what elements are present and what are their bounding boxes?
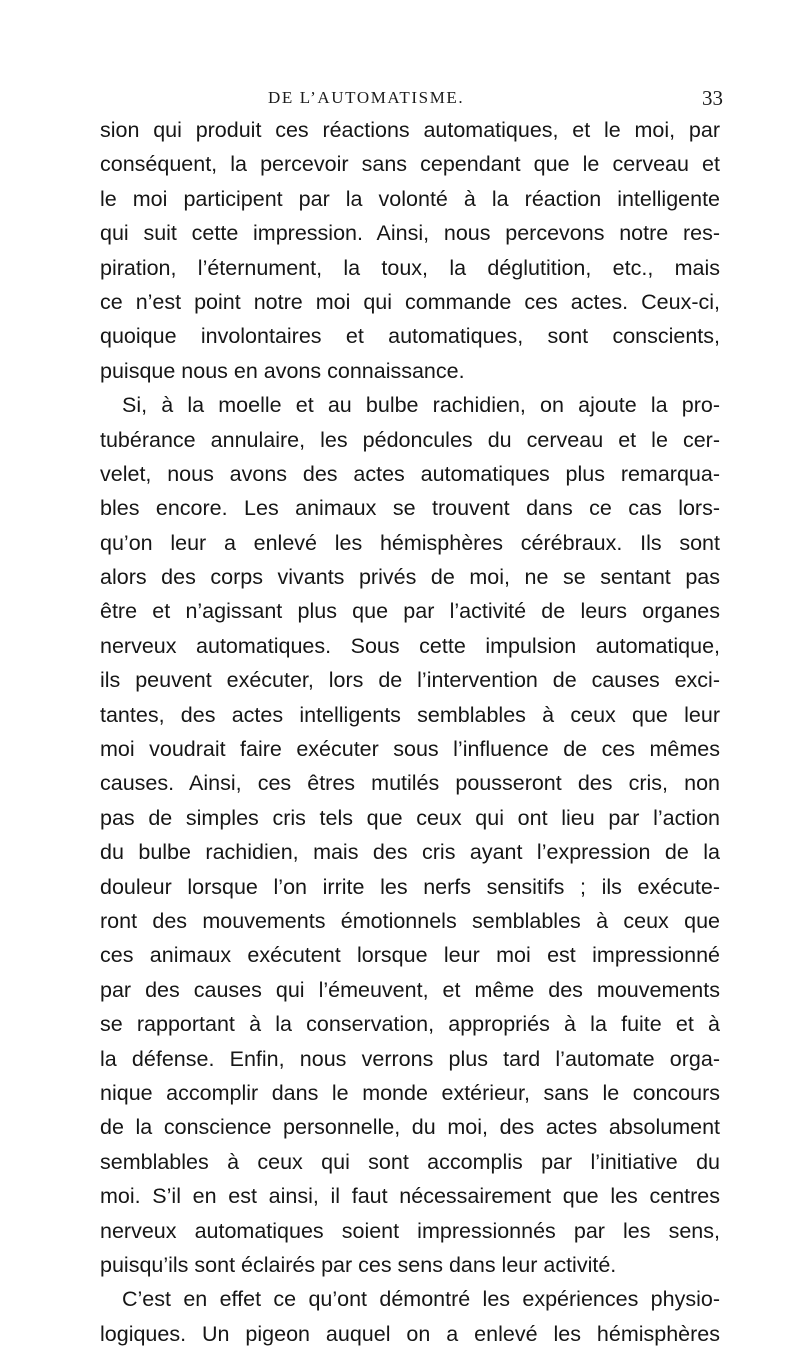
text-line: par des causes qui l’émeuvent, et même des mouvements: [100, 977, 720, 1002]
text-line: qu’on leur a enlevé les hémisphères cérébraux. Ils sont: [100, 530, 720, 555]
page-number: 33: [702, 86, 723, 110]
body-text: [100, 113, 720, 1351]
paragraph-start-line: Si, à la moelle et au bulbe rachidien, on ajoute la pro-: [122, 393, 720, 418]
text-line: la défense. Enfin, nous verrons plus tard l’automate orga-: [100, 1046, 720, 1071]
text-line: ront des mouvements émotionnels semblables à ceux que: [100, 908, 720, 933]
text-line: qui suit cette impression. Ainsi, nous percevons notre res-: [100, 221, 720, 246]
text-line: causes. Ainsi, ces êtres mutilés pousseront des cris, non: [100, 771, 720, 796]
text-line: sion qui produit ces réactions automatiques, et le moi, par: [100, 118, 720, 142]
text-line: nerveux automatiques soient impressionnés par les sens,: [100, 1218, 720, 1243]
text-line: puisque nous en avons connaissance.: [100, 358, 465, 383]
text-line: piration, l’éternument, la toux, la déglutition, etc., mais: [100, 255, 720, 280]
text-line: douleur lorsque l’on irrite les nerfs sensitifs ; ils exécute-: [100, 874, 720, 899]
text-line: du bulbe rachidien, mais des cris ayant l’expression de la: [100, 840, 720, 865]
text-line: le moi participent par la volonté à la réaction intelligente: [100, 186, 720, 211]
text-line: bles encore. Les animaux se trouvent dans ce cas lors-: [100, 496, 720, 521]
text-line: ce n’est point notre moi qui commande ces actes. Ceux-ci,: [100, 289, 720, 314]
text-line: être et n’agissant plus que par l’activité de leurs organes: [100, 599, 720, 624]
text-line: ils peuvent exécuter, lors de l’intervention de causes exci-: [100, 668, 720, 693]
text-line: velet, nous avons des actes automatiques plus remarqua-: [100, 461, 720, 486]
text-line: moi. S’il en est ainsi, il faut nécessairement que les centres: [100, 1184, 720, 1209]
text-line: alors des corps vivants privés de moi, ne se sentant pas: [100, 565, 720, 590]
text-line: puisqu’ils sont éclairés par ces sens dans leur activité.: [100, 1252, 617, 1277]
text-line: se rapportant à la conservation, appropriés à la fuite et à: [100, 1012, 720, 1037]
text-line: nique accomplir dans le monde extérieur, sans le concours: [100, 1080, 720, 1105]
text-line: tubérance annulaire, les pédoncules du cerveau et le cer-: [100, 427, 720, 452]
text-line: de la conscience personnelle, du moi, des actes absolument: [100, 1115, 720, 1140]
running-title: DE L’AUTOMATISME.: [268, 88, 465, 107]
text-line: logiques. Un pigeon auquel on a enlevé les hémisphères: [100, 1321, 720, 1346]
text-line: pas de simples cris tels que ceux qui ont lieu par l’action: [100, 805, 720, 830]
text-line: semblables à ceux qui sont accomplis par l’initiative du: [100, 1149, 720, 1174]
text-line: conséquent, la percevoir sans cependant que le cerveau et: [100, 152, 720, 177]
text-line: ces animaux exécutent lorsque leur moi est impressionné: [100, 943, 720, 968]
text-line: moi voudrait faire exécuter sous l’influence de ces mêmes: [100, 737, 720, 762]
text-line: tantes, des actes intelligents semblables à ceux que leur: [100, 702, 720, 727]
text-line: quoique involontaires et automatiques, sont conscients,: [100, 324, 720, 349]
running-head: [0, 88, 800, 110]
text-line: nerveux automatiques. Sous cette impulsion automatique,: [100, 633, 720, 658]
paragraph-start-line: C’est en effet ce qu’ont démontré les expériences physio-: [122, 1287, 720, 1312]
